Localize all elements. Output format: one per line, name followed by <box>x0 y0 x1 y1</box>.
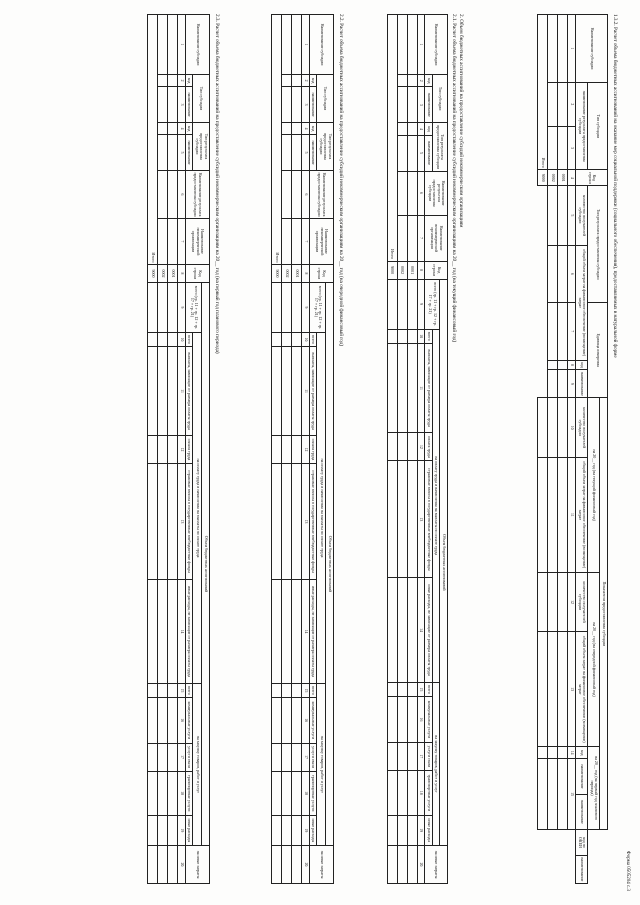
th-l-paid: оплата труда <box>309 435 317 463</box>
th-result-name: Наименование результата предоставления субсидии <box>185 170 209 218</box>
table-2-2 <box>271 14 334 884</box>
th-s-transport: транспортные услуги <box>425 771 433 815</box>
th-l-paid: оплата труда <box>425 433 433 461</box>
th-s-utility: услуги связи <box>309 743 317 771</box>
th-budget-volume: Объем бюджетных ассигнований <box>326 282 334 845</box>
th-s-all: всего <box>309 683 317 697</box>
th-subsidy-type: Тип субсидии <box>432 75 447 123</box>
th-y1-provided: количество получателей субсидии <box>576 186 588 245</box>
th-s-all: всего <box>185 683 193 697</box>
th-all: всего (гр. 11 + гр. 12 + гр. 17 + гр. 21) <box>309 282 326 332</box>
th-naimen2: наименование <box>185 135 193 171</box>
th-y2-provided: количество получателей субсидии <box>576 398 588 457</box>
table-row: 0002 <box>282 15 292 884</box>
th-s-other: иные расходы <box>185 815 193 845</box>
th-s-utility: услуги связи <box>425 742 433 770</box>
th-okei: код по ОКЕИ <box>576 829 588 855</box>
t3-col-numbers: 1 2 3 4 5 6 7 8 9 10 11 12 13 14 15 16 17 18 19 20 <box>302 15 310 884</box>
th-l-all: всего <box>309 332 317 346</box>
section-1-3-2-title: 1.3.2. Расчет объема бюджетных ассигнований на оказание мер социальной поддержки (социального обеспечения), предоставляемых в натуральной форме <box>612 14 618 358</box>
table-row: 0002 <box>158 15 168 884</box>
th-l-other: иные расходы, не зависящие от размера оплаты труда <box>309 580 317 684</box>
th-subsidy-name: Наименование субсидии <box>576 15 608 83</box>
th-subsidy-type: Тип субсидии <box>588 83 608 170</box>
th-labor: на оплату труда и начисления на выплаты по оплате труда <box>432 329 440 682</box>
th-org-name: Наименование некоммерческой организации <box>185 218 209 264</box>
section-2-3-title: 2.3. Расчет объема бюджетных ассигнований на предоставление субсидий некоммерческим организациям на 20__ год (на первый год планового периода) <box>214 14 220 354</box>
th-l-insur: страховые взносы в государственные внебюджетные фонды <box>309 464 317 580</box>
th-subsidy-name: Наименование субсидии <box>425 15 448 75</box>
th-l-pay: выплаты, зависящие от размера оплаты труда <box>425 343 433 432</box>
th-code2: код <box>576 747 588 759</box>
th-l-all: всего <box>185 332 193 346</box>
th-budget-volume: Объем бюджетных ассигнований <box>440 279 448 845</box>
th-subsidy-type: Тип субсидии <box>317 75 334 123</box>
th-result-name: Наименование результата предоставления субсидии <box>425 171 448 215</box>
th-naimen2: наименование <box>425 135 433 171</box>
th-y3-provided: количество получателей субсидии <box>576 572 588 631</box>
th-naimen: наименование <box>309 87 317 123</box>
th-all: всего (гр. 11 + гр. 12 + гр. 17 + гр. 21) <box>185 282 202 332</box>
th-org-name: Наименование некоммерческой организации <box>309 218 333 264</box>
th-row-code: Код строки <box>425 261 448 279</box>
th-y1-total: общий объем затрат на финансовое обеспечение (возмещение) затрат <box>576 245 588 360</box>
th-s-other: иные расходы <box>309 815 317 845</box>
th-org-name: Наименование некоммерческой организации <box>425 215 448 261</box>
t2-col-numbers: 1 2 3 4 5 6 7 8 9 10 11 12 13 14 15 16 17 18 19 20 <box>417 15 425 884</box>
th-y2-total: общий объем затрат на финансовое обеспечение (возмещение) затрат <box>576 457 588 572</box>
th-unit-name: наименование <box>576 794 588 829</box>
th-name: наименование результата предоставления субсидии <box>576 83 588 170</box>
th-result-type: Тип результата предоставления субсидии <box>193 122 210 170</box>
table-total-row: Итого 9000 <box>272 15 282 884</box>
section-2-1-title: 2.1. Расчет объема бюджетных ассигнований на предоставление субсидий некоммерческим организациям на 20__ год (на текущий финансовый год) <box>451 14 457 343</box>
th-naimen: наименование <box>576 370 588 398</box>
th-labor: на оплату труда и начисления на выплаты по оплате труда <box>317 332 326 683</box>
th-l-paid: оплата труда <box>185 435 193 463</box>
th-services: на закупку товаров, работ и услуг <box>193 683 202 845</box>
table-row: 0002 <box>397 15 407 884</box>
th-unit: Единица измерения <box>588 303 608 398</box>
table-row: 0002 <box>548 15 558 884</box>
th-s-comm: коммунальные услуги <box>309 698 317 743</box>
th-l-pay: выплаты, зависящие от размера оплаты труда <box>309 347 317 436</box>
th-labor: на оплату труда и начисления на выплаты по оплате труда <box>193 332 202 683</box>
section-2-title: 2. Объем бюджетных ассигнований на предоставление субсидий некоммерческим организациям <box>458 14 464 228</box>
th-l-other: иные расходы, не зависящие от размера оплаты труда <box>425 578 433 683</box>
th-subsidy-type: Тип субсидии <box>193 75 210 123</box>
th-s-utility: услуги связи <box>185 743 193 771</box>
th-code2: код <box>185 122 193 134</box>
table-row: 0001 <box>558 15 568 884</box>
t4-col-numbers: 1 2 3 4 5 6 7 8 9 10 11 12 13 14 15 16 17 18 19 20 <box>178 15 186 884</box>
th-other: на иные затраты <box>309 846 333 884</box>
th-row-code: Код строки <box>309 264 333 282</box>
table-row: 0001 <box>292 15 302 884</box>
th-l-insur: страховые взносы в государственные внебюджетные фонды <box>425 461 433 578</box>
th-naimen2: наименование <box>576 759 588 794</box>
th-code2: код <box>425 123 433 135</box>
th-code: код <box>576 360 588 370</box>
th-l-all: всего <box>425 329 433 343</box>
th-indicator: Показатели предоставления субсидии <box>600 398 608 829</box>
th-budget-volume: Объем бюджетных ассигнований <box>202 282 210 845</box>
th-services: на закупку товаров, работ и услуг <box>317 683 326 845</box>
th-l-insur: страховые взносы в государственные внебюджетные фонды <box>185 464 193 580</box>
th-code: код <box>309 75 317 87</box>
th-s-transport: транспортные услуги <box>185 771 193 815</box>
th-row-code: Код строки <box>576 170 608 186</box>
t1-col-numbers: 1 2 3 4 5 6 7 8 9 10 11 12 13 14 15 <box>568 15 576 884</box>
th-l-pay: выплаты, зависящие от размера оплаты труда <box>185 347 193 436</box>
th-y3-total: общий объем затрат на финансовое обеспечение (возмещение) затрат <box>576 632 588 747</box>
th-all: всего (гр. 11 + гр. 12 + гр. 17 + гр. 21) <box>425 279 440 329</box>
th-result-type: Тип результата предоставления субсидии <box>588 186 608 303</box>
table-1-3-2 <box>537 14 608 884</box>
th-subsidy-name: Наименование субсидии <box>309 15 333 75</box>
table-row: 0001 <box>168 15 178 884</box>
th-naimen: наименование <box>185 87 193 123</box>
th-other: на иные затраты <box>185 846 209 884</box>
th-result-name: Наименование результата предоставления субсидии <box>309 170 333 218</box>
th-subsidy-name: Наименование субсидии <box>185 15 209 75</box>
table-total-row: Итого 9000 <box>538 15 548 884</box>
th-year-second: на 20__ год (на первый год планового периода) <box>588 747 600 830</box>
section-2-2-title: 2.2. Расчет объема бюджетных ассигнований на предоставление субсидий некоммерческим организациям на 20__ год (на очередной финансовый год) <box>338 14 344 347</box>
th-s-other: иные расходы <box>425 815 433 846</box>
th-code: код <box>425 75 433 87</box>
th-other: на иные затраты <box>425 846 448 884</box>
th-code: код <box>185 75 193 87</box>
th-services: на закупку товаров, работ и услуг <box>432 682 440 845</box>
th-s-transport: транспортные услуги <box>309 771 317 815</box>
th-s-all: всего <box>425 682 433 696</box>
th-row-code: Код строки <box>185 264 209 282</box>
table-total-row: Итого 9000 <box>387 15 397 884</box>
table-2-3 <box>147 14 210 884</box>
form-code: Форма 0505204 с.3 <box>625 850 630 891</box>
th-result-type: Тип результата предоставления субсидии <box>432 123 447 171</box>
th-year-next: на 20__ год (на очередной финансовый год) <box>588 572 600 746</box>
th-unit-fact: наименование <box>576 855 588 883</box>
table-total-row: Итого 9000 <box>148 15 158 884</box>
th-year-current: на 20__ год (на текущий финансовый год) <box>588 398 600 572</box>
th-result-type: Тип результата предоставления субсидии <box>317 122 334 170</box>
th-s-comm: коммунальные услуги <box>425 697 433 743</box>
table-2-1 <box>387 14 448 884</box>
th-naimen2: наименование <box>309 135 317 171</box>
th-s-comm: коммунальные услуги <box>185 698 193 743</box>
th-l-other: иные расходы, не зависящие от размера оплаты труда <box>185 580 193 684</box>
th-code2: код <box>309 122 317 134</box>
th-naimen: наименование <box>425 87 433 123</box>
table-row: 0001 <box>407 15 417 884</box>
